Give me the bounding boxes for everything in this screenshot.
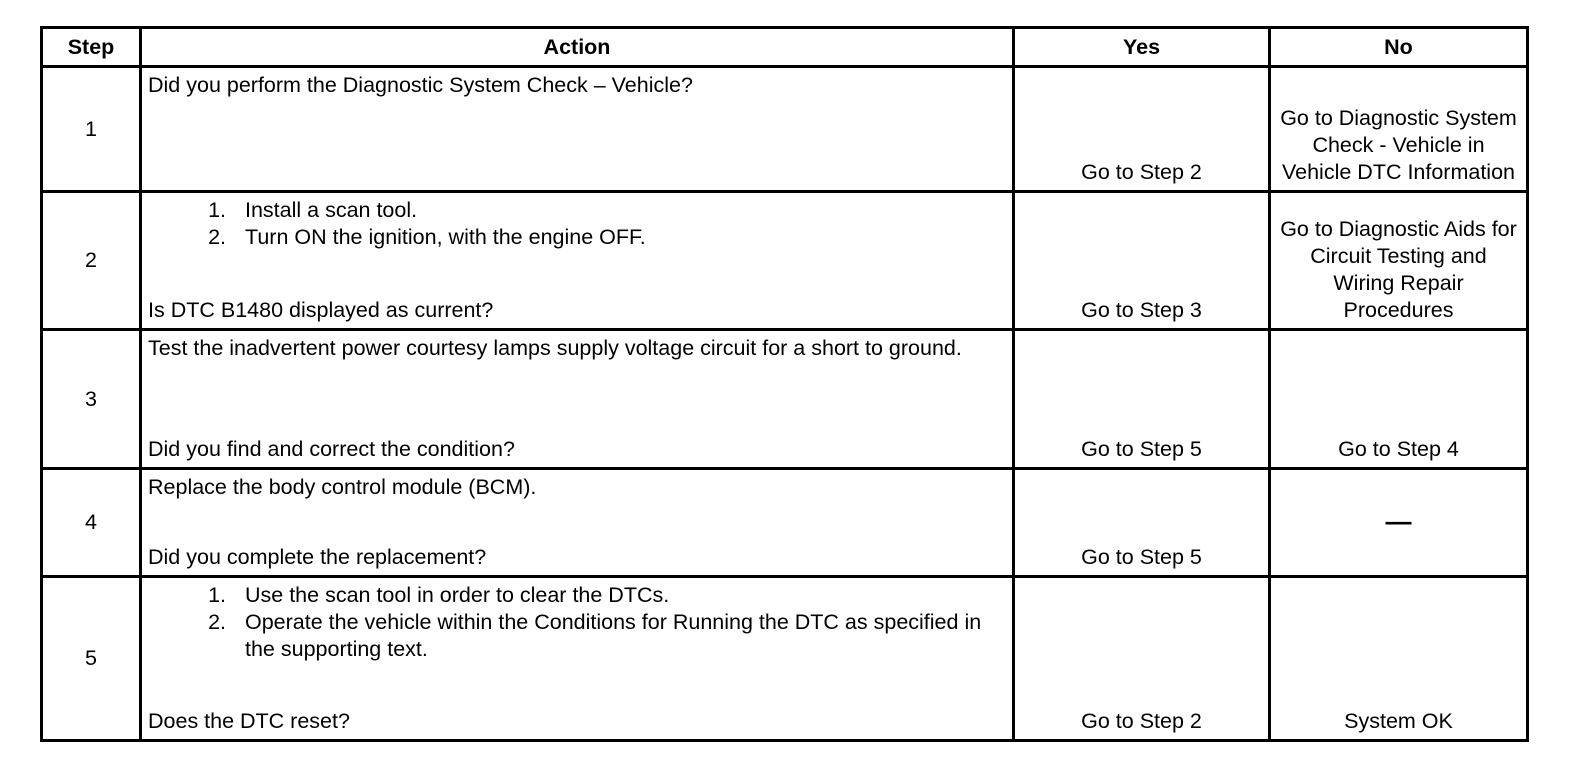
step-number: 3 [42, 330, 141, 469]
step-number: 1 [42, 67, 141, 192]
em-dash: — [1385, 506, 1412, 536]
no-cell: Go to Diagnostic System Check - Vehicle in Vehicle DTC Information [1270, 67, 1528, 192]
question-text: Is DTC B1480 displayed as current? [148, 298, 494, 322]
list-item: 1. Use the scan tool in order to clear the DTCs. [208, 583, 670, 607]
instruction-list [148, 582, 1004, 663]
action-text: Test the inadvertent power courtesy lamps supply voltage circuit for a short to ground. [148, 336, 962, 360]
table-row [42, 330, 1528, 469]
table-row [42, 469, 1528, 577]
list-item: 1. Install a scan tool. [208, 198, 418, 222]
action-cell [141, 330, 1014, 469]
action-text: Did you perform the Diagnostic System Check – Vehicle? [148, 73, 693, 97]
question-text: Does the DTC reset? [148, 709, 350, 733]
step-number: 5 [42, 577, 141, 741]
no-cell: System OK [1270, 577, 1528, 741]
header-row [42, 28, 1528, 67]
step-number: 2 [42, 192, 141, 330]
table-row [42, 192, 1528, 330]
question-text: Did you find and correct the condition? [148, 437, 515, 461]
list-item: 2. Turn ON the ignition, with the engine OFF. [208, 225, 646, 249]
yes-cell: Go to Step 2 [1014, 67, 1270, 192]
action-text: Replace the body control module (BCM). [148, 475, 537, 499]
table-row [42, 577, 1528, 741]
yes-cell: Go to Step 5 [1014, 469, 1270, 577]
instruction-list [148, 197, 1004, 251]
yes-cell: Go to Step 5 [1014, 330, 1270, 469]
action-cell [141, 192, 1014, 330]
action-cell [141, 67, 1014, 192]
no-cell: Go to Step 4 [1270, 330, 1528, 469]
list-item: 2. Operate the vehicle within the Conditions for Running the DTC as specified in the supporting text. [208, 610, 982, 661]
question-text: Did you complete the replacement? [148, 545, 487, 569]
no-cell [1270, 469, 1528, 577]
table-row [42, 67, 1528, 192]
step-number: 4 [42, 469, 141, 577]
diagnostic-table [40, 26, 1529, 742]
header-action: Action [141, 28, 1014, 67]
action-cell [141, 469, 1014, 577]
yes-cell: Go to Step 2 [1014, 577, 1270, 741]
action-cell [141, 577, 1014, 741]
header-no: No [1270, 28, 1528, 67]
yes-cell: Go to Step 3 [1014, 192, 1270, 330]
no-cell: Go to Diagnostic Aids for Circuit Testing and Wiring Repair Procedures [1270, 192, 1528, 330]
header-step: Step [42, 28, 141, 67]
header-yes: Yes [1014, 28, 1270, 67]
